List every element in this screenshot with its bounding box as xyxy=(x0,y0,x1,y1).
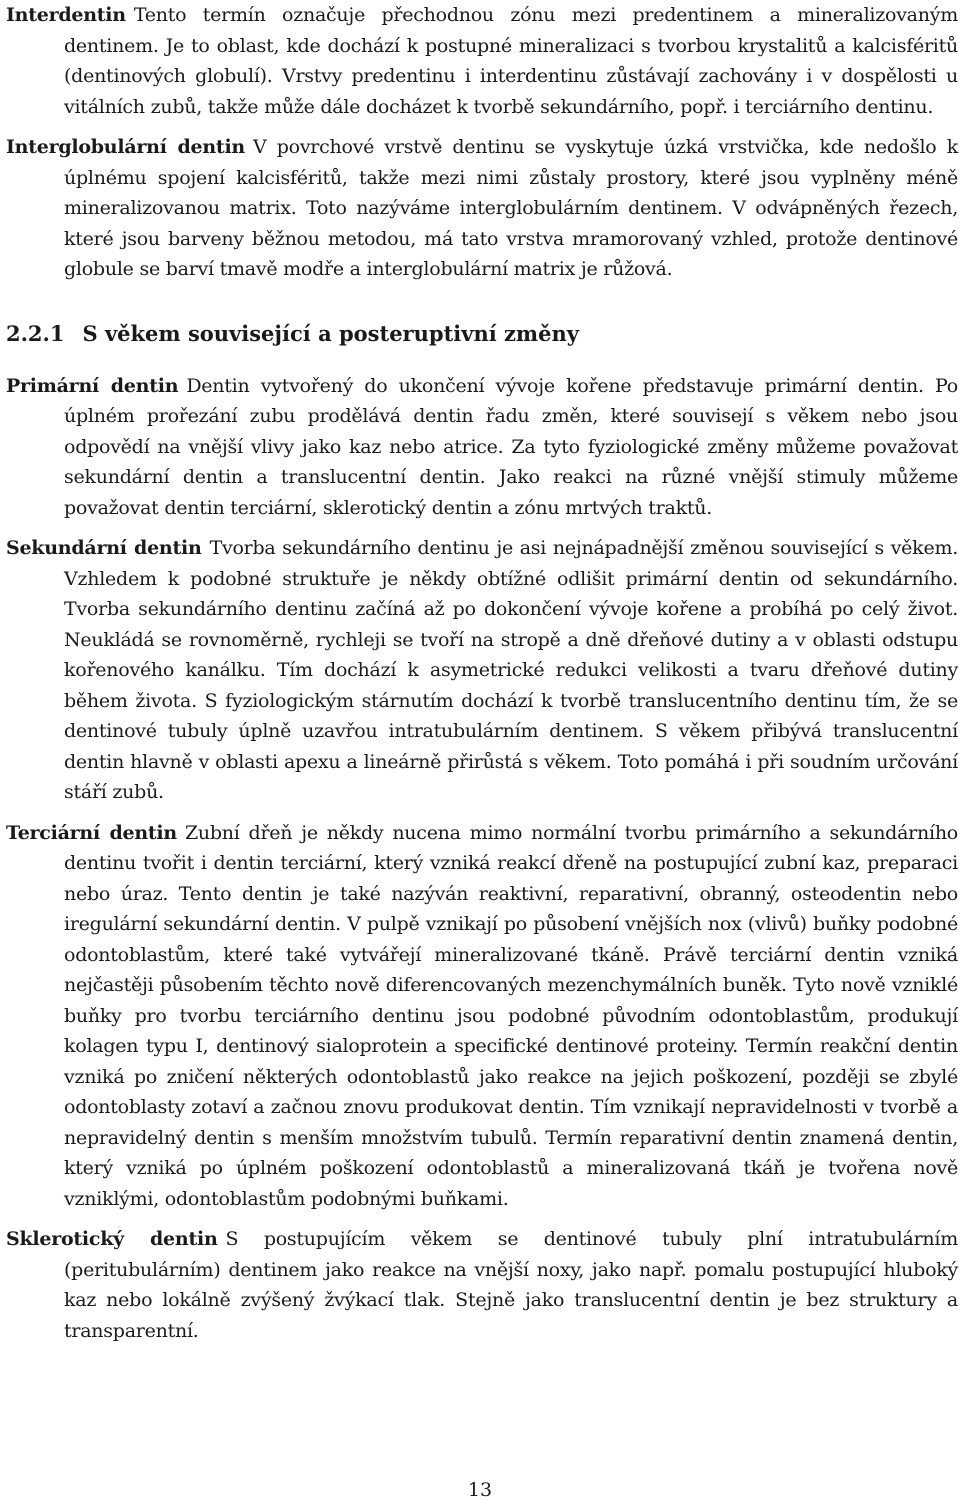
definition-skleroticky-dentin xyxy=(6,1224,958,1346)
definition-interglobularni-dentin xyxy=(6,132,958,285)
definition-text: Tento termín označuje přechodnou zónu mezi predentinem a mineralizovaným dentinem. Je to oblast, kde dochází k postupné mineralizaci s tvorbou krystalitů a kalcisféritů (dentinových globulí). Vrstvy predentinu i interdentinu zůstávají zachovány i v dospělosti u vitálních zubů, takže může dále docházet k tvorbě sekundárního, popř. i terciárního dentinu. xyxy=(64,4,958,118)
section-heading xyxy=(6,319,958,349)
definition-text: Tvorba sekundárního dentinu je asi nejnápadnější změnou související s věkem. Vzhledem k podobné struktuře je někdy obtížné odlišit primární dentin od sekundárního. Tvorba sekundárního dentinu začíná až po dokončení vývoje kořene a probíhá po celý život. Neukládá se rovnoměrně, rychleji se tvoří na stropě a dně dřeňové dutiny a v oblasti odstupu kořenového kanálku. Tím dochází k asymetrické redukci velikosti a tvaru dřeňové dutiny během života. S fyziologickým stárnutím dochází k tvorbě translucentního dentinu tím, že se dentinové tubuly úplně uzavřou intratubulárním dentinem. S věkem přibývá translucentní dentin hlavně v oblasti apexu a lineárně přirůstá s věkem. Toto pomáhá i při soudním určování stáří zubů. xyxy=(64,537,958,803)
document-page xyxy=(6,0,958,1356)
definition-interdentin xyxy=(6,0,958,122)
definition-text: V povrchové vrstvě dentinu se vyskytuje úzká vrstvička, kde nedošlo k úplnému spojení kalcisféritů, takže mezi nimi zůstaly prostory, které jsou vyplněny méně mineralizovanou matrix. Toto nazýváme interglobulárním dentinem. V odvápněných řezech, které jsou barveny běžnou metodou, má tato vrstva mramorovaný vzhled, protože dentinové globule se barví tmavě modře a interglobulární matrix je růžová. xyxy=(64,136,958,280)
definition-primarni-dentin xyxy=(6,371,958,524)
section-number: 2.2.1 xyxy=(6,320,65,346)
definition-term: Terciární dentin xyxy=(6,821,177,844)
definition-terciarni-dentin xyxy=(6,818,958,1215)
page-number: 13 xyxy=(467,1479,493,1501)
definition-text: Zubní dřeň je někdy nucena mimo normální tvorbu primárního a sekundárního dentinu tvořit i dentin terciární, který vzniká reakcí dřeně na postupující zubní kaz, preparaci nebo úraz. Tento dentin je také nazýván reaktivní, reparativní, obranný, osteodentin nebo iregulární sekundární dentin. V pulpě vznikají po působení vnějších nox (vlivů) buňky podobné odontoblastům, které také vytvářejí mineralizované tkáně. Právě terciární dentin vzniká nejčastěji působením těchto nově diferencovaných mezenchymálních buněk. Tyto nově vzniklé buňky pro tvorbu terciárního dentinu jsou podobné původním odontoblastům, produkují kolagen typu I, dentinový sialoprotein a specifické dentinové proteiny. Termín reakční dentin vzniká po zničení některých odontoblastů jako reakce na jejich poškození, později se zbylé odontoblasty zotaví a začnou znovu produkovat dentin. Tím vznikají nepravidelnosti v tvorbě a nepravidelný dentin s menším množstvím tubulů. Termín reparativní dentin znamená dentin, který vzniká po úplném poškození odontoblastů a mineralizovaná tkáň je tvořena nově vzniklými, odontoblastům podobnými buňkami. xyxy=(64,821,958,1210)
definition-text: S postupujícím věkem se dentinové tubuly plní intratubulárním (peritubulárním) dentinem jako reakce na vnější noxy, jako např. pomalu postupující hluboký kaz nebo lokálně zvýšený žvýkací tlak. Stejně jako translucentní dentin je bez struktury a transparentní. xyxy=(64,1228,958,1342)
definition-term: Interglobulární dentin xyxy=(6,136,245,158)
definition-term: Sekundární dentin xyxy=(6,537,202,559)
definition-sekundarni-dentin xyxy=(6,533,958,808)
definition-term: Interdentin xyxy=(6,4,126,26)
definition-term: Sklerotický dentin xyxy=(6,1228,218,1250)
definition-term: Primární dentin xyxy=(6,374,179,397)
definition-text: Dentin vytvořený do ukončení vývoje kořene představuje primární dentin. Po úplném prořezání zubu prodělává dentin řadu změn, které souvisejí s věkem nebo jsou odpovědí na vnější vlivy jako kaz nebo atrice. Za tyto fyziologické změny můžeme považovat sekundární dentin a translucentní dentin. Jako reakci na různé vnější stimuly můžeme považovat dentin terciární, sklerotický dentin a zónu mrtvých traktů. xyxy=(64,374,958,519)
section-title: S věkem související a posteruptivní změny xyxy=(82,320,579,346)
